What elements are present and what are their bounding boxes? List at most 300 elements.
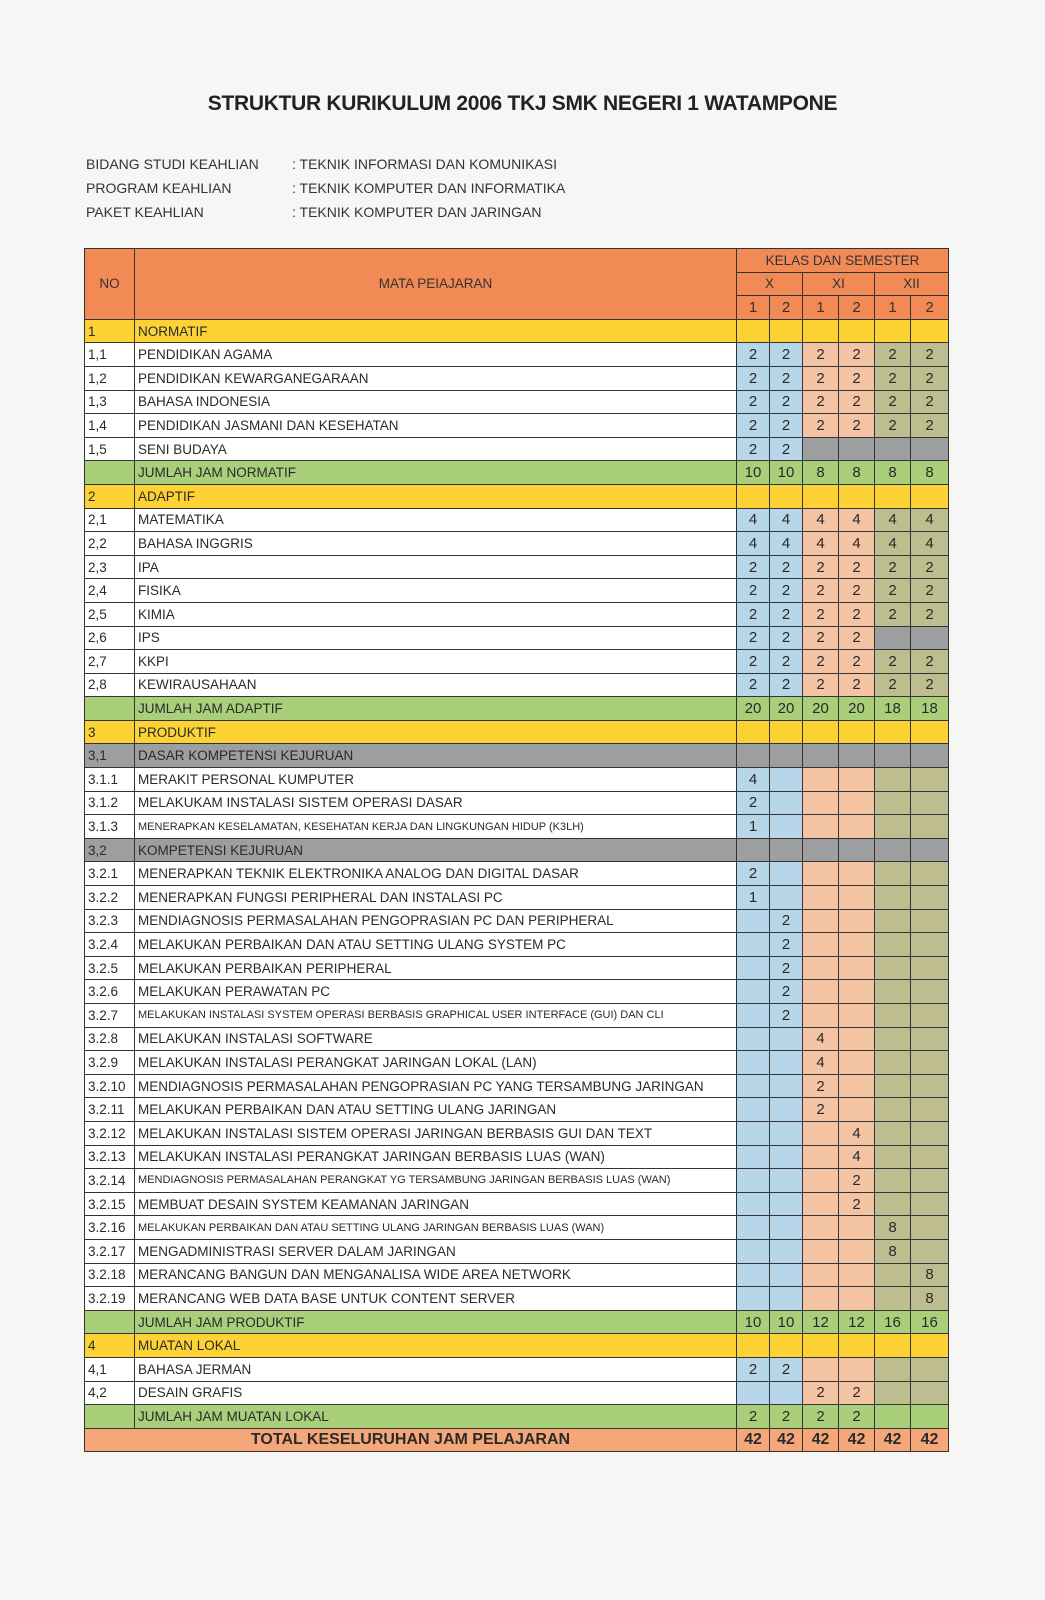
subject-name: MERANCANG BANGUN DAN MENGANALISA WIDE AREA NETWORK [135,1263,737,1287]
page-title: STRUKTUR KURIKULUM 2006 TKJ SMK NEGERI 1 WATAMPONE [207,92,838,115]
hours-cell [839,956,875,980]
hours-cell: 2 [839,1192,875,1216]
hours-cell: 4 [875,508,911,532]
hours-cell: 4 [839,1121,875,1145]
row-number: 3.2.17 [85,1239,135,1263]
hours-cell [770,1098,803,1122]
hours-cell [737,319,770,343]
hours-cell: 2 [875,390,911,414]
hours-cell [839,862,875,886]
row-number: 3.2.12 [85,1121,135,1145]
table-row-item [85,1098,949,1122]
hours-cell: 8 [803,461,839,485]
col-header-class-xii: XII [875,272,949,296]
subject-name: MERANCANG WEB DATA BASE UNTUK CONTENT SERVER [135,1287,737,1311]
subject-name: PENDIDIKAN KEWARGANEGARAAN [135,366,737,390]
hours-cell: 18 [911,697,949,721]
hours-cell: 2 [737,650,770,674]
subject-name: PENDIDIKAN JASMANI DAN KESEHATAN [135,414,737,438]
subject-name: BAHASA JERMAN [135,1357,737,1381]
hours-cell: 2 [737,437,770,461]
row-number [85,461,135,485]
hours-cell [839,1334,875,1358]
hours-cell: 2 [875,343,911,367]
hours-cell: 2 [770,579,803,603]
hours-cell: 8 [875,1216,911,1240]
hours-cell: 20 [737,697,770,721]
hours-cell [911,720,949,744]
subject-name: SENI BUDAYA [135,437,737,461]
col-header-semester: 2 [839,296,875,320]
hours-cell [911,1381,949,1405]
hours-cell [911,484,949,508]
hours-cell [911,886,949,910]
subject-name: IPS [135,626,737,650]
hours-cell: 2 [803,673,839,697]
subject-name: BAHASA INDONESIA [135,390,737,414]
hours-cell: 2 [875,650,911,674]
hours-cell: 2 [839,626,875,650]
hours-cell: 2 [911,602,949,626]
col-header-semester: 1 [737,296,770,320]
hours-cell [737,1051,770,1075]
row-number: 3.2.1 [85,862,135,886]
hours-cell [911,862,949,886]
subject-name: KIMIA [135,602,737,626]
hours-cell: 2 [770,909,803,933]
meta-row-bidang [86,152,565,176]
hours-cell: 2 [737,862,770,886]
hours-cell: 2 [737,414,770,438]
row-number: 2,6 [85,626,135,650]
col-header-subject: MATA PEIAJARAN [135,249,737,320]
hours-cell [770,319,803,343]
table-row-item [85,626,949,650]
row-number: 3.2.8 [85,1027,135,1051]
hours-cell [839,484,875,508]
curriculum-table [84,248,949,1452]
hours-cell [875,768,911,792]
subject-name: JUMLAH JAM ADAPTIF [135,697,737,721]
hours-cell: 2 [737,555,770,579]
hours-cell: 2 [839,602,875,626]
hours-cell [839,1051,875,1075]
table-row-item [85,437,949,461]
hours-cell [770,791,803,815]
col-header-kelas-semester: KELAS DAN SEMESTER [737,249,949,273]
subject-name: MELAKUKAN INSTALASI SISTEM OPERASI JARINGAN BERBASIS GUI DAN TEXT [135,1121,737,1145]
hours-cell [911,956,949,980]
subject-name: MELAKUKAN PERBAIKAN DAN ATAU SETTING ULANG JARINGAN [135,1098,737,1122]
table-row-item [85,980,949,1004]
table-row-item [85,673,949,697]
hours-cell: 2 [839,650,875,674]
hours-cell: 12 [803,1310,839,1334]
hours-cell [875,1169,911,1193]
hours-cell: 2 [770,933,803,957]
hours-cell: 18 [875,697,911,721]
hours-cell [839,909,875,933]
hours-cell: 4 [803,1027,839,1051]
hours-cell [839,1216,875,1240]
meta-key: PAKET KEAHLIAN [86,204,204,220]
table-row-subtotal [85,1405,949,1429]
hours-cell [875,720,911,744]
hours-cell [737,956,770,980]
table-row-item [85,1027,949,1051]
hours-cell: 1 [737,815,770,839]
row-number: 2,7 [85,650,135,674]
total-label: TOTAL KESELURUHAN JAM PELAJARAN [85,1428,737,1452]
hours-cell [737,1263,770,1287]
subject-name: MELAKUKAN PERBAIKAN PERIPHERAL [135,956,737,980]
hours-cell: 4 [803,508,839,532]
hours-cell: 20 [839,697,875,721]
row-number: 2,8 [85,673,135,697]
table-row-item [85,508,949,532]
row-number: 2,2 [85,532,135,556]
hours-cell [839,791,875,815]
row-number: 3.2.16 [85,1216,135,1240]
hours-cell [875,791,911,815]
hours-cell: 2 [803,390,839,414]
hours-cell [911,1027,949,1051]
meta-value: : TEKNIK INFORMASI DAN KOMUNIKASI [292,156,558,172]
total-cell: 42 [737,1428,770,1452]
subject-name: MELAKUKAM INSTALASI SISTEM OPERASI DASAR [135,791,737,815]
subject-name: MELAKUKAN INSTALASI PERANGKAT JARINGAN BERBASIS LUAS (WAN) [135,1145,737,1169]
hours-cell: 2 [737,791,770,815]
subject-name: JUMLAH JAM PRODUKTIF [135,1310,737,1334]
hours-cell: 8 [839,461,875,485]
row-number: 3.2.2 [85,886,135,910]
hours-cell [770,1121,803,1145]
hours-cell: 4 [737,768,770,792]
hours-cell [737,1098,770,1122]
hours-cell [839,933,875,957]
row-number: 1,1 [85,343,135,367]
hours-cell [839,744,875,768]
hours-cell: 2 [737,390,770,414]
subject-name: KOMPETENSI KEJURUAN [135,838,737,862]
table-row-item [85,650,949,674]
hours-cell [875,886,911,910]
hours-cell [770,1287,803,1311]
table-row-section [85,319,949,343]
subject-name: MENGADMINISTRASI SERVER DALAM JARINGAN [135,1239,737,1263]
hours-cell: 2 [770,343,803,367]
table-row-item [85,602,949,626]
hours-cell: 2 [737,343,770,367]
hours-cell [803,862,839,886]
hours-cell [770,1145,803,1169]
row-number: 3.2.6 [85,980,135,1004]
hours-cell: 2 [770,366,803,390]
hours-cell [803,1263,839,1287]
subject-name: MENERAPKAN KESELAMATAN, KESEHATAN KERJA DAN LINGKUNGAN HIDUP (K3LH) [135,815,737,839]
hours-cell: 4 [875,532,911,556]
table-row-subsection [85,838,949,862]
hours-cell [803,1145,839,1169]
col-header-semester: 2 [911,296,949,320]
hours-cell [737,1169,770,1193]
subject-name: MELAKUKAN INSTALASI PERANGKAT JARINGAN LOKAL (LAN) [135,1051,737,1075]
hours-cell: 2 [770,1405,803,1429]
hours-cell: 8 [875,1239,911,1263]
total-cell: 42 [839,1428,875,1452]
row-number: 3.2.11 [85,1098,135,1122]
hours-cell [770,1263,803,1287]
hours-cell [911,1051,949,1075]
hours-cell: 4 [911,508,949,532]
subject-name: KKPI [135,650,737,674]
hours-cell: 4 [911,532,949,556]
col-header-class-x: X [737,272,803,296]
hours-cell [839,319,875,343]
hours-cell: 8 [911,1263,949,1287]
table-body [85,319,949,1428]
hours-cell [839,768,875,792]
hours-cell: 2 [911,650,949,674]
row-number: 3.2.19 [85,1287,135,1311]
hours-cell: 2 [803,579,839,603]
table-row-subsection [85,744,949,768]
hours-cell [875,484,911,508]
hours-cell: 2 [803,1098,839,1122]
hours-cell: 2 [911,366,949,390]
hours-cell: 4 [737,508,770,532]
hours-cell: 2 [803,1405,839,1429]
hours-cell: 2 [839,1405,875,1429]
row-number: 2,4 [85,579,135,603]
table-row-item [85,1121,949,1145]
hours-cell: 10 [737,461,770,485]
subject-name: MUATAN LOKAL [135,1334,737,1358]
row-number [85,1310,135,1334]
row-number: 3 [85,720,135,744]
subject-name: MELAKUKAN PERBAIKAN DAN ATAU SETTING ULANG JARINGAN BERBASIS LUAS (WAN) [135,1216,737,1240]
hours-cell: 2 [875,366,911,390]
hours-cell: 2 [875,414,911,438]
table-row-item [85,366,949,390]
row-number: 2,5 [85,602,135,626]
meta-key: PROGRAM KEAHLIAN [86,180,232,196]
hours-cell [770,1192,803,1216]
subject-name: MELAKUKAN INSTALASI SYSTEM OPERASI BERBASIS GRAPHICAL USER INTERFACE (GUI) DAN CLI [135,1004,737,1028]
hours-cell: 2 [803,343,839,367]
row-number: 1,4 [85,414,135,438]
hours-cell [875,956,911,980]
hours-cell [803,1334,839,1358]
col-header-semester: 1 [875,296,911,320]
hours-cell: 2 [875,579,911,603]
hours-cell: 4 [839,1145,875,1169]
hours-cell [839,815,875,839]
subject-name: JUMLAH JAM NORMATIF [135,461,737,485]
hours-cell [911,1239,949,1263]
hours-cell: 2 [770,626,803,650]
hours-cell [875,1051,911,1075]
hours-cell [911,1216,949,1240]
hours-cell [839,1357,875,1381]
hours-cell [875,1263,911,1287]
table-row-item [85,886,949,910]
subject-name: DESAIN GRAFIS [135,1381,737,1405]
table-row-item [85,390,949,414]
row-number: 3.2.9 [85,1051,135,1075]
hours-cell: 2 [839,366,875,390]
table-row-item [85,1169,949,1193]
hours-cell: 2 [839,390,875,414]
hours-cell [770,1074,803,1098]
hours-cell [839,720,875,744]
hours-cell [875,1004,911,1028]
col-header-no: NO [85,249,135,320]
hours-cell: 2 [803,650,839,674]
hours-cell [875,909,911,933]
table-row-subtotal [85,1310,949,1334]
hours-cell: 2 [803,414,839,438]
hours-cell [737,1004,770,1028]
hours-cell [803,815,839,839]
hours-cell: 2 [770,602,803,626]
hours-cell [875,744,911,768]
hours-cell [911,1074,949,1098]
hours-cell [770,1239,803,1263]
hours-cell [770,1169,803,1193]
hours-cell [839,980,875,1004]
row-number: 3.2.7 [85,1004,135,1028]
hours-cell [737,1381,770,1405]
hours-cell [875,1121,911,1145]
hours-cell: 8 [911,1287,949,1311]
row-number [85,1405,135,1429]
hours-cell: 16 [875,1310,911,1334]
subject-name: MELAKUKAN PERAWATAN PC [135,980,737,1004]
subject-name: FISIKA [135,579,737,603]
hours-cell [737,720,770,744]
subject-name: BAHASA INGGRIS [135,532,737,556]
table-row-item [85,1004,949,1028]
hours-cell [875,1192,911,1216]
table-row-item [85,791,949,815]
row-number: 1,5 [85,437,135,461]
hours-cell: 20 [770,697,803,721]
hours-cell [803,1192,839,1216]
hours-cell [911,1004,949,1028]
hours-cell [839,437,875,461]
hours-cell [875,1145,911,1169]
hours-cell: 8 [911,461,949,485]
hours-cell [770,744,803,768]
hours-cell [803,1121,839,1145]
subject-name: MERAKIT PERSONAL KUMPUTER [135,768,737,792]
hours-cell: 2 [911,390,949,414]
hours-cell [875,1098,911,1122]
hours-cell [737,1145,770,1169]
hours-cell: 2 [875,555,911,579]
meta-key: BIDANG STUDI KEAHLIAN [86,156,259,172]
hours-cell [875,862,911,886]
col-header-semester: 1 [803,296,839,320]
hours-cell [911,1121,949,1145]
table-row-item [85,532,949,556]
hours-cell: 2 [770,980,803,1004]
hours-cell [875,1074,911,1098]
subject-name: MENDIAGNOSIS PERMASALAHAN PENGOPRASIAN PC YANG TERSAMBUNG JARINGAN [135,1074,737,1098]
hours-cell [737,1192,770,1216]
hours-cell: 2 [839,673,875,697]
hours-cell [875,1334,911,1358]
row-number: 3.2.15 [85,1192,135,1216]
hours-cell [803,1357,839,1381]
hours-cell: 4 [839,508,875,532]
hours-cell [875,1357,911,1381]
hours-cell [803,1216,839,1240]
hours-cell: 2 [737,579,770,603]
hours-cell [911,1334,949,1358]
hours-cell [875,1027,911,1051]
table-row-item [85,815,949,839]
hours-cell [875,319,911,343]
hours-cell: 10 [737,1310,770,1334]
table-row-section [85,484,949,508]
hours-cell: 4 [770,532,803,556]
hours-cell [770,484,803,508]
total-cell: 42 [911,1428,949,1452]
hours-cell [770,1051,803,1075]
table-row-item [85,1357,949,1381]
hours-cell [911,768,949,792]
hours-cell: 2 [911,579,949,603]
hours-cell: 2 [770,650,803,674]
hours-cell [803,980,839,1004]
hours-cell [770,815,803,839]
hours-cell: 2 [839,343,875,367]
hours-cell [911,815,949,839]
hours-cell: 2 [839,1169,875,1193]
total-cell: 42 [875,1428,911,1452]
table-row-item [85,1074,949,1098]
hours-cell [737,1239,770,1263]
hours-cell: 8 [875,461,911,485]
row-number: 3.2.10 [85,1074,135,1098]
program-info [86,152,565,224]
hours-cell: 2 [803,555,839,579]
hours-cell: 2 [803,1381,839,1405]
hours-cell [911,1405,949,1429]
meta-value: : TEKNIK KOMPUTER DAN JARINGAN [292,204,542,220]
row-number: 3.2.5 [85,956,135,980]
hours-cell [803,720,839,744]
hours-cell [803,1004,839,1028]
hours-cell [803,1239,839,1263]
hours-cell [737,980,770,1004]
hours-cell: 2 [737,626,770,650]
hours-cell: 12 [839,1310,875,1334]
hours-cell [911,909,949,933]
hours-cell [839,1263,875,1287]
hours-cell [803,768,839,792]
hours-cell [911,1357,949,1381]
table-row-item [85,1145,949,1169]
hours-cell: 2 [839,1381,875,1405]
hours-cell [875,1381,911,1405]
hours-cell [770,1334,803,1358]
hours-cell: 2 [737,366,770,390]
hours-cell [911,437,949,461]
hours-cell [911,319,949,343]
